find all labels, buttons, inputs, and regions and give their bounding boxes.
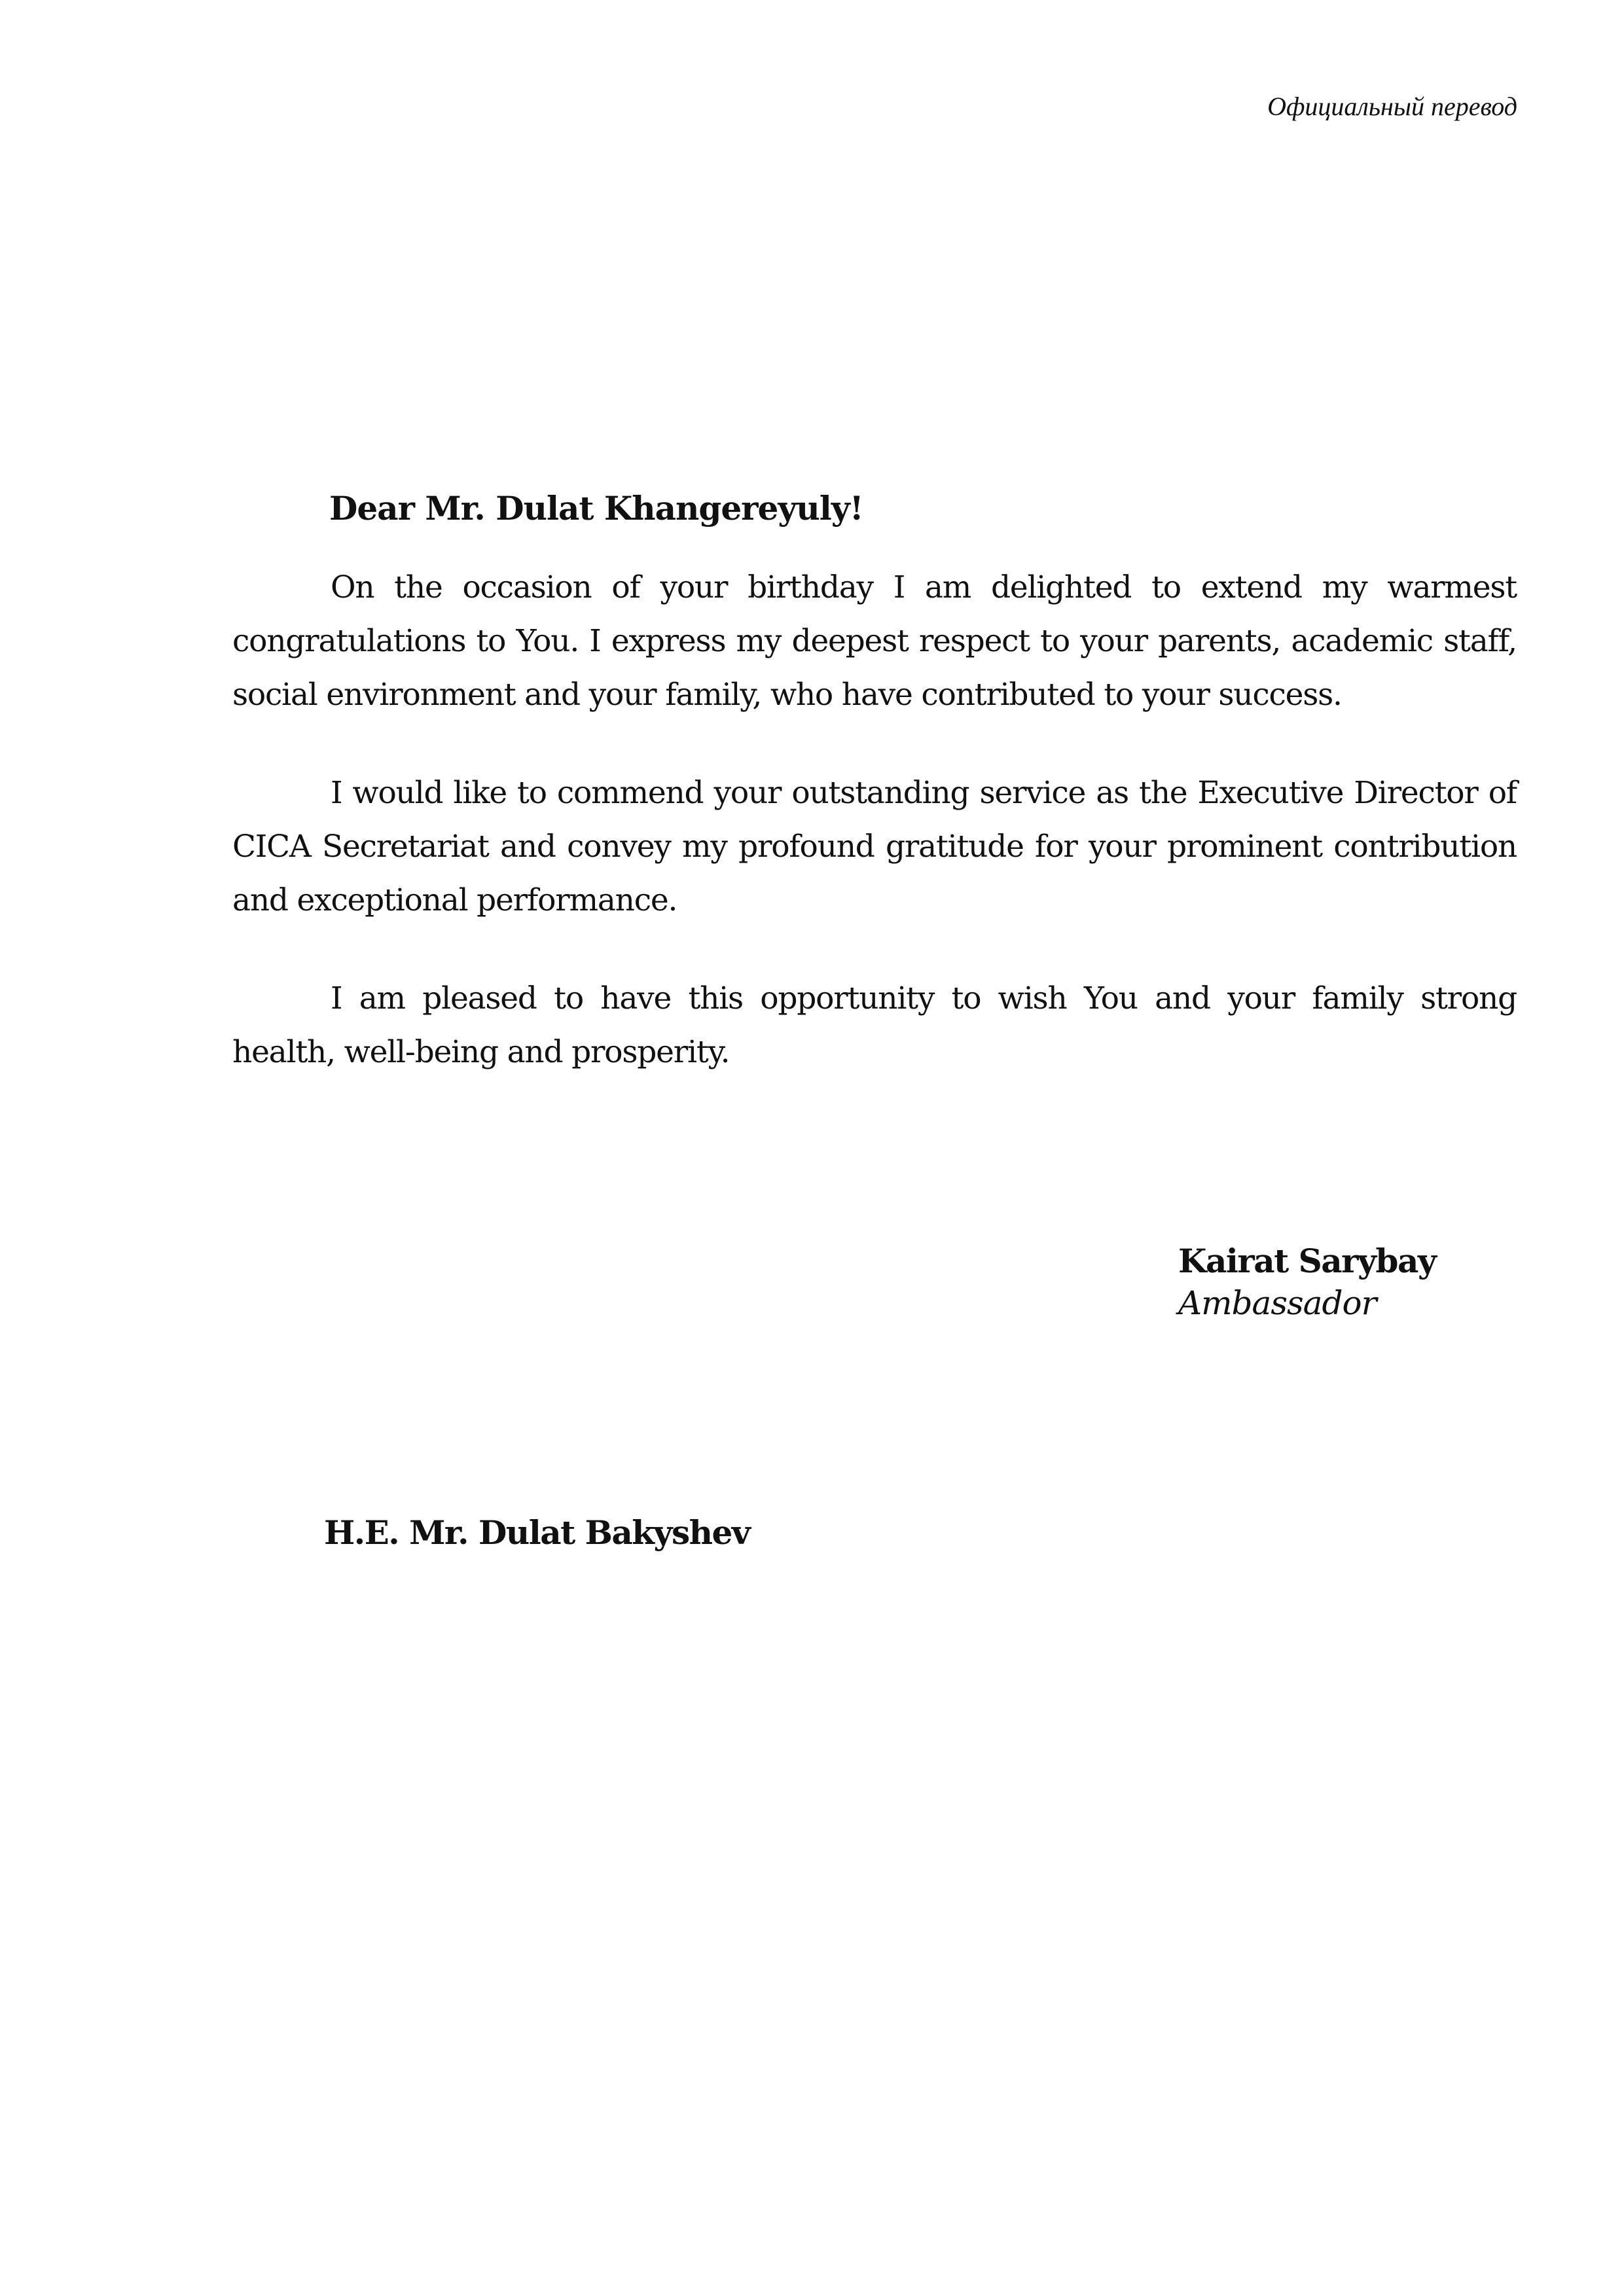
salutation: Dear Mr. Dulat Khangereyuly! [329,489,863,528]
paragraph-birthday: On the occasion of your birthday I am delighted to extend my warmest congratulations to You. I express my deepest respect to your parents, academic staff, social environment and your family, who have contributed to your success. [232,569,1517,713]
letter-body [232,488,1517,1124]
signature-block [1178,1240,1435,1324]
paragraph-commendation: I would like to commend your outstanding service as the Executive Director of CICA Secretariat and convey my profound gratitude for your prominent contribution and exceptional performance. [232,775,1517,918]
signer-title: Ambassador [1178,1284,1377,1322]
official-translation-note: Официальный перевод [1267,92,1517,121]
paragraph-wishes: I am pleased to have this opportunity to wish You and your family strong health, well-being and prosperity. [232,980,1517,1070]
signer-name: Kairat Sarybay [1178,1242,1436,1280]
recipient-name: H.E. Mr. Dulat Bakyshev [324,1513,750,1552]
